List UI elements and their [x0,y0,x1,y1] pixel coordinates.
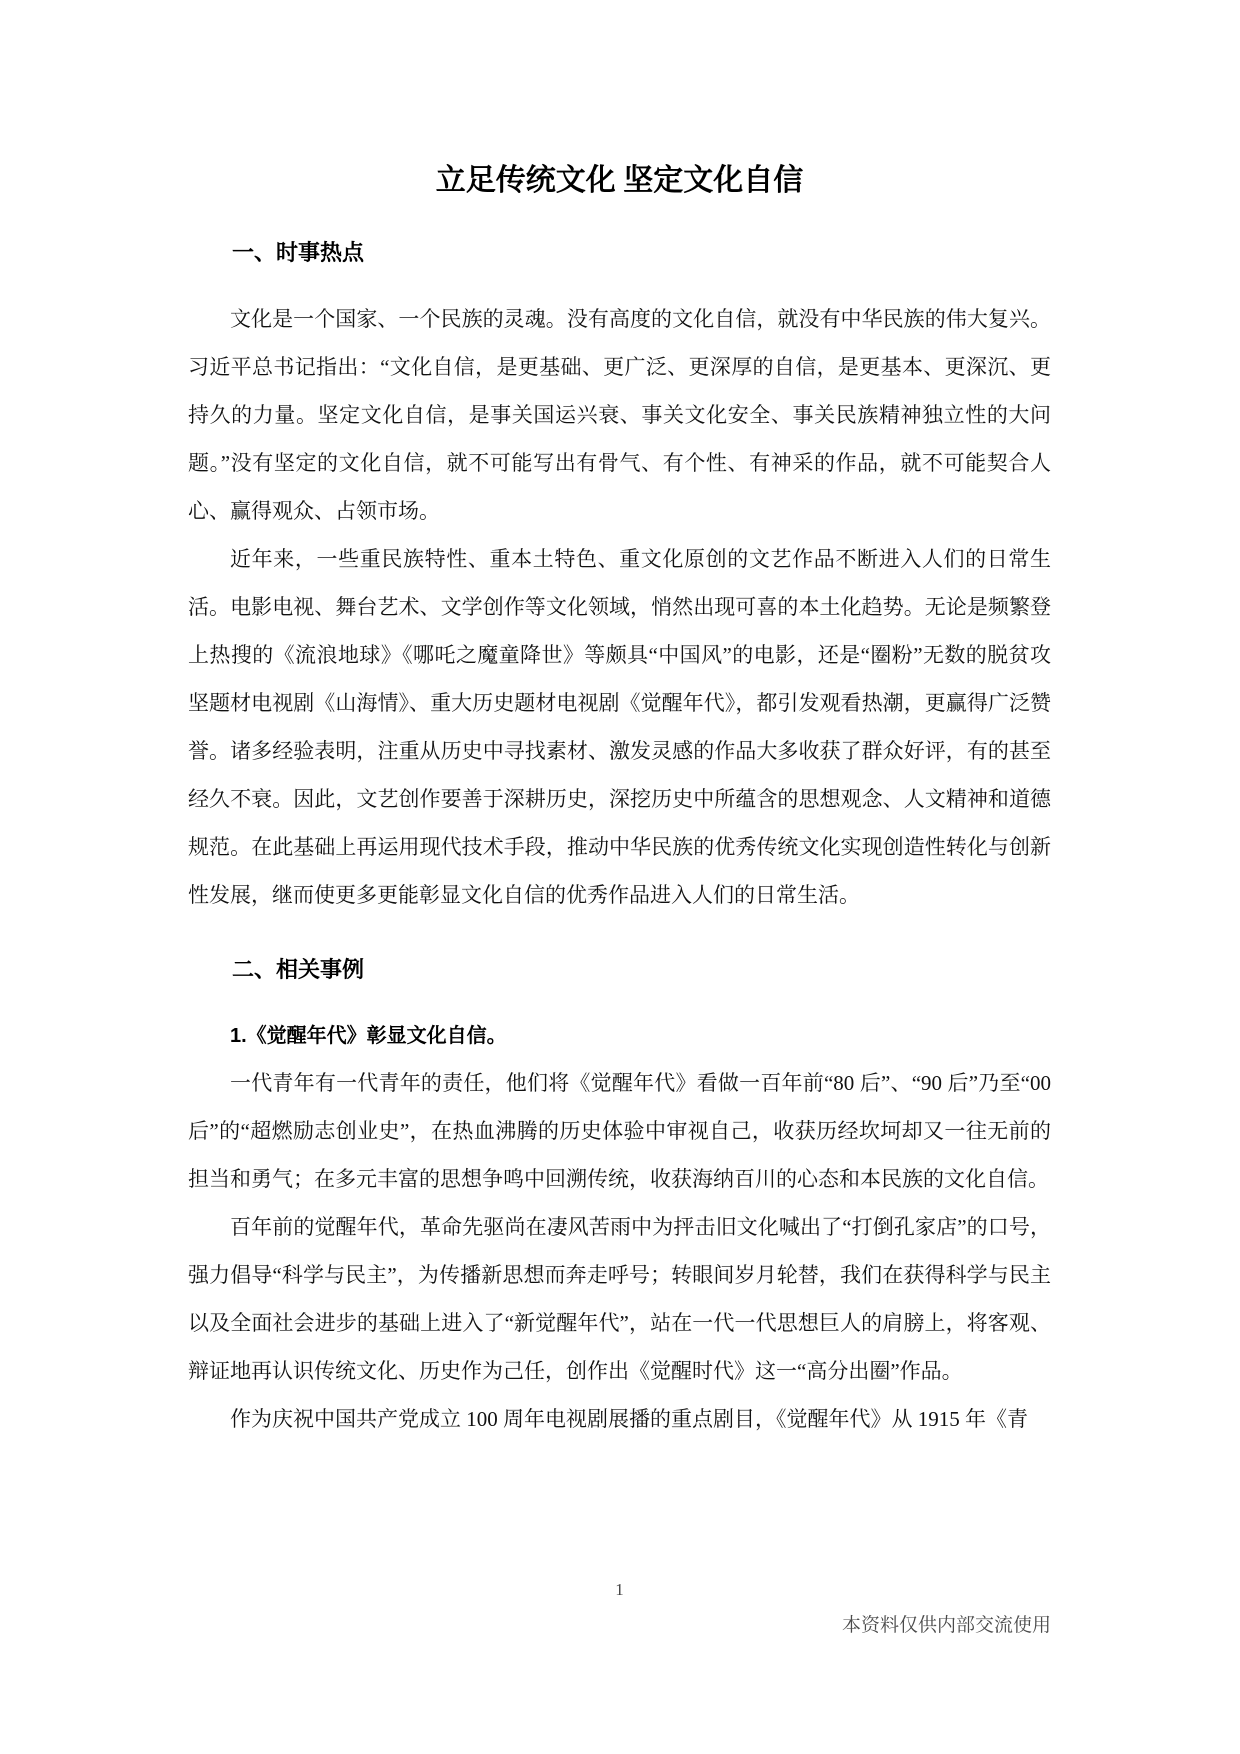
document-title: 立足传统文化 坚定文化自信 [435,164,804,197]
section-heading-hot-topics: 一、时事热点 [232,240,365,265]
section-heading-related-cases: 二、相关事例 [232,957,365,982]
subsection-heading-awakening-age: 1.《觉醒年代》彰显文化自信。 [230,1025,507,1047]
document-content [188,0,1051,1443]
page-number: 1 [615,1580,624,1599]
paragraph: 近年来，一些重民族特性、重本土特色、重文化原创的文艺作品不断进入人们的日常生活。电影电视、舞台艺术、文学创作等文化领域，悄然出现可喜的本土化趋势。无论是频繁登上热搜的《流浪地球》《哪吒之魔童降世》等颇具“中国风”的电影，还是“圈粉”无数的脱贫攻坚题材电视剧《山海情》、重大历史题材电视剧《觉醒年代》，都引发观看热潮，更赢得广泛赞誉。诸多经验表明，注重从历史中寻找素材、激发灵感的作品大多收获了群众好评，有的甚至经久不衰。因此，文艺创作要善于深耕历史，深挖历史中所蕴含的思想观念、人文精神和道德规范。在此基础上再运用现代技术手段，推动中华民族的优秀传统文化实现创造性转化与创新性发展，继而使更多更能彰显文化自信的优秀作品进入人们的日常生活。 [188,547,1051,907]
paragraph: 文化是一个国家、一个民族的灵魂。没有高度的文化自信，就没有中华民族的伟大复兴。习近平总书记指出：“文化自信，是更基础、更广泛、更深厚的自信，是更基本、更深沉、更持久的力量。坚定文化自信，是事关国运兴衰、事关文化安全、事关民族精神独立性的大问题。”没有坚定的文化自信，就不可能写出有骨气、有个性、有神采的作品，就不可能契合人心、赢得观众、占领市场。 [188,307,1051,523]
footer-disclaimer: 本资料仅供内部交流使用 [841,1615,1051,1636]
paragraph: 百年前的觉醒年代，革命先驱尚在凄风苦雨中为抨击旧文化喊出了“打倒孔家店”的口号，强力倡导“科学与民主”，为传播新思想而奔走呼号；转眼间岁月轮替，我们在获得科学与民主以及全面社会进步的基础上进入了“新觉醒年代”，站在一代一代思想巨人的肩膀上，将客观、辩证地再认识传统文化、历史作为己任，创作出《觉醒时代》这一“高分出圈”作品。 [188,1215,1051,1383]
paragraph-truncated: 作为庆祝中国共产党成立 100 周年电视剧展播的重点剧目，《觉醒年代》从 1915 年《青 [230,1407,1028,1431]
paragraph: 一代青年有一代青年的责任，他们将《觉醒年代》看做一百年前“80 后”、“90 后”乃至“00 后”的“超燃励志创业史”，在热血沸腾的历史体验中审视自己，收获历经坎坷却又一往无前的担当和勇气；在多元丰富的思想争鸣中回溯传统，收获海纳百川的心态和本民族的文化自信。 [188,1071,1051,1191]
